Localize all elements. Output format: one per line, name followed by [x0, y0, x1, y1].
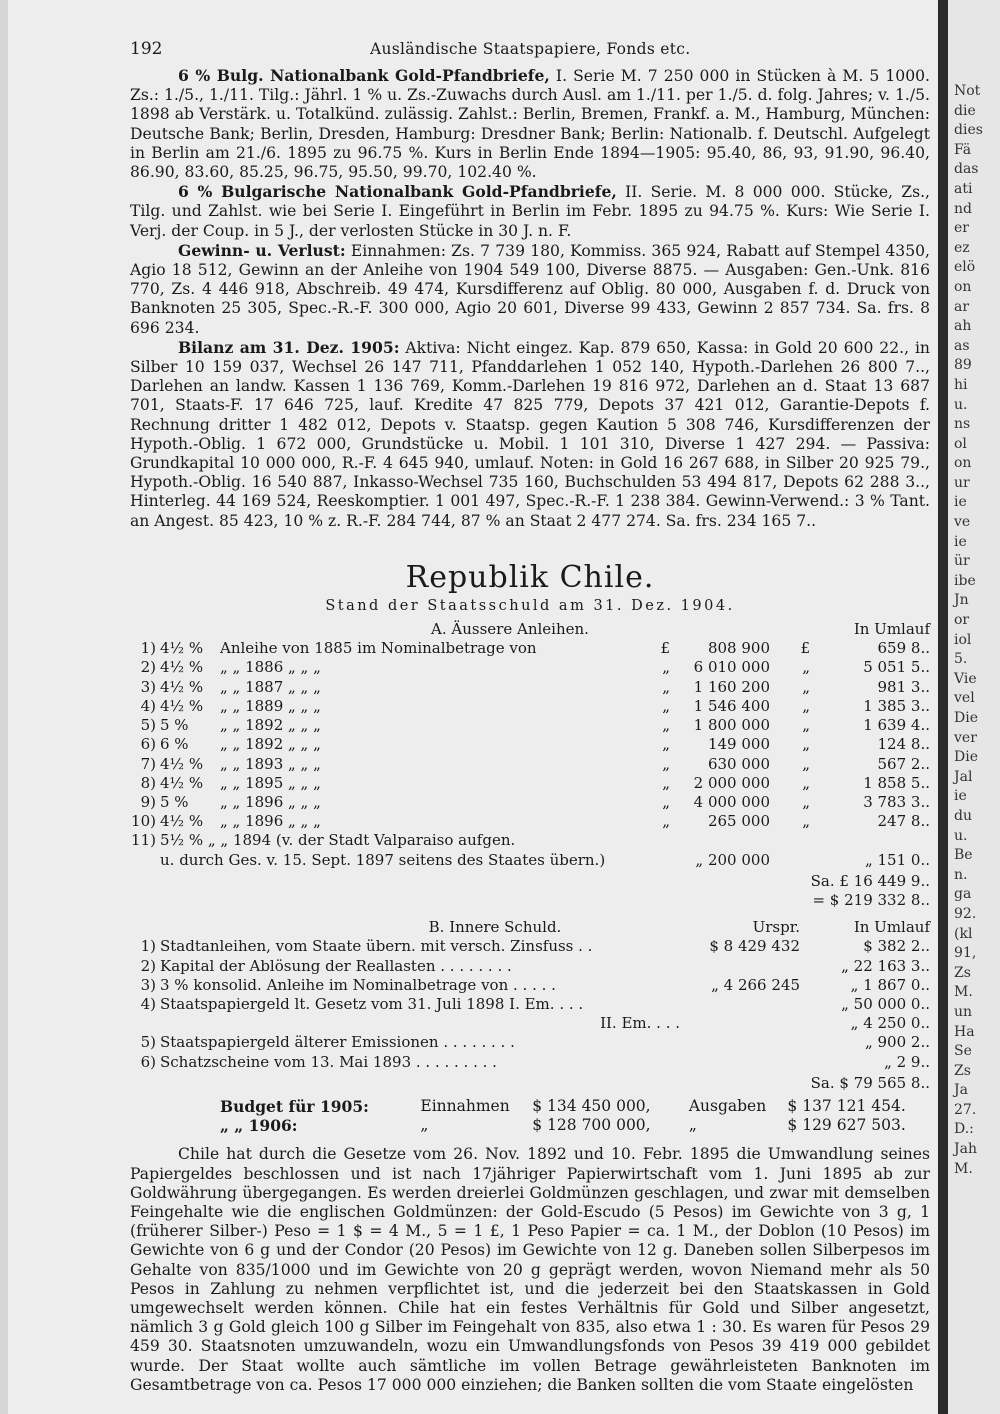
currency: „ — [802, 716, 810, 735]
facing-page-fragment: nd — [954, 200, 972, 217]
currency: „ — [802, 735, 810, 754]
currency: £ — [800, 639, 810, 658]
page-number: 192 — [130, 39, 163, 59]
facing-page-fragment: on — [954, 455, 972, 472]
income-amount: $ 128 700 000, — [532, 1116, 651, 1135]
row-number: 10) — [131, 812, 156, 831]
urspr-col-header: Urspr. — [752, 918, 800, 937]
currency: „ — [802, 696, 810, 715]
bulg-serie1-paragraph — [130, 66, 930, 182]
facing-page-fragment: 27. — [954, 1101, 977, 1118]
currency: „ — [802, 792, 810, 811]
row-number: 6) — [140, 735, 156, 754]
interest-rate: 4½ % — [160, 754, 204, 773]
budget-table — [130, 1097, 930, 1135]
facing-page-fragment: das — [954, 161, 979, 178]
facing-page-fragment: hi — [954, 376, 968, 393]
sum-row — [130, 1072, 930, 1093]
original-amount — [680, 1014, 800, 1033]
facing-page-fragment: ol — [954, 435, 967, 452]
currency: „ — [662, 677, 670, 696]
facing-page-fragment: u. — [954, 827, 968, 844]
row11-nominal: „ 200 000 — [695, 850, 770, 869]
interest-rate: 4½ % — [160, 696, 204, 715]
table-row — [130, 658, 930, 677]
original-amount — [680, 1053, 800, 1072]
bulg-bilanz-title: Bilanz am 31. Dez. 1905: — [178, 337, 400, 357]
loan-description: Anleihe von 1885 im Nominalbetrage von — [220, 639, 537, 658]
table-row — [130, 1053, 930, 1072]
facing-page-fragment: un — [954, 1003, 973, 1020]
nominal-amount: 1 160 200 — [693, 677, 770, 696]
currency: £ — [660, 639, 670, 658]
facing-page-fragment: D.: — [954, 1121, 974, 1138]
row-number: 1) — [140, 937, 156, 956]
row-number: 1) — [140, 639, 156, 658]
table-row — [130, 793, 930, 812]
bulg-gewinn-paragraph — [130, 241, 930, 338]
facing-page-fragment: Se — [954, 1043, 972, 1060]
facing-page-fragment: iol — [954, 631, 972, 648]
facing-page-fragment: ati — [954, 180, 973, 197]
facing-page-fragment: Jal — [954, 768, 973, 785]
bulg-serie2-paragraph — [130, 182, 930, 241]
bulg-gewinn-text: Einnahmen: Zs. 7 739 180, Kommiss. 365 924, Rabatt auf Stempel 4350, Agio 18 512, Gewinn an der Anleihe von 1904 549 100, Diverse 8875. — Ausgaben: Gen.-Unk. 816 770, Zs. 4 446 918, Abschreib. 49 474, Kursdifferenz auf Oblig. 80 000, Ausgaben f. d. Druck von Banknoten 25 305, Spec.-R.-F. 300 000, Agio 20 601, Diverse 99 433, Gewinn 2 857 734. Sa. frs. 8 696 234. — [130, 241, 930, 337]
circulating-amount: 567 2.. — [877, 754, 930, 773]
umlauf-col-header-b: In Umlauf — [853, 918, 930, 937]
row-number — [130, 1014, 160, 1033]
facing-page-fragment: Fä — [954, 141, 972, 158]
text-column — [130, 40, 930, 1395]
circulating-amount: 124 8.. — [877, 735, 930, 754]
bulg-gewinn-title: Gewinn- u. Verlust: — [178, 240, 346, 260]
facing-page-fragment: du — [954, 807, 972, 824]
external-debt-heading: A. Äussere Anleihen. — [431, 620, 589, 639]
facing-page-fragment: u. — [954, 396, 968, 413]
sum-row — [130, 870, 930, 891]
external-sum-dollar: = $ 219 332 8.. — [812, 890, 930, 909]
facing-page-fragment: ver — [954, 729, 977, 746]
facing-page-fragment: M. — [954, 984, 973, 1001]
external-sum-pound: Sa. £ 16 449 9.. — [810, 871, 930, 890]
row-number: 3) — [140, 975, 156, 994]
facing-page-fragment: ez — [954, 239, 970, 256]
currency: „ — [662, 754, 670, 773]
facing-page-fragment: ür — [954, 553, 970, 570]
bulg-serie1-text: I. Serie M. 7 250 000 in Stücken à M. 5 1000. Zs.: 1./5., 1./11. Tilg.: Jährl. 1 % u. Zs.-Zuwachs durch Ausl. am 1./11. per 1./5. d. folg. Jahres; v. 1./5. 1898 ab Verstärk. u. Totalkünd. zulässig. Zahlst.: Berlin, Bremen, Frankf. a. M., Hamburg, München: Deutsche Bank; Berlin, Dresden, Hamburg: Dresdner Bank; Berlin: Nationalb. f. Deutschl. Aufgelegt in Berlin am 21./6. 1895 zu 96.75 %. Kurs in Berlin Ende 1894—1905: 95.40, 86, 93, 91.90, 96.40, 86.90, 83.60, 85.25, 96.75, 95.50, 99.70, 102.40 %. — [130, 67, 930, 182]
facing-page-fragment: Zs — [954, 964, 971, 981]
row-number: 7) — [140, 754, 156, 773]
income-amount: $ 134 450 000, — [532, 1096, 651, 1115]
facing-page-fragment: 92. — [954, 905, 977, 922]
currency: „ — [802, 677, 810, 696]
chile-currency-paragraph: Chile hat durch die Gesetze vom 26. Nov. 1892 und 10. Febr. 1895 die Umwandlung seines Papiergeldes beschlossen und ist nach 17jähriger Papierwirtschaft vom 1. Juni 1895 ab zur Goldwährung übergegangen. Es werden dreierlei Goldmünzen geschlagen, und zwar mit demselben Feingehalte wie die englischen Goldmünzen: der Gold-Escudo (5 Pesos) im Gewichte von 3 g, 1 (früherer Silber-) Peso = 1 $ = 4 M., 5 = 1 £, 1 Peso Papier = ca. 1 M., der Doblon (10 Pesos) im Gewichte von 6 g und der Condor (20 Pesos) im Gewichte von 12 g. Daneben sollen Silberpesos im Gehalte von 835/1000 und im Gewichte von 20 g geprägt werden, wovon Niemand mehr als 50 Pesos in Zahlung zu nehmen verpflichtet ist, und die jederzeit bei den Staatskassen in Gold umgewechselt werden können. Chile hat ein festes Verhältnis für Gold und Silber angesetzt, nämlich 3 g Gold gleich 100 g Silber im Feingehalt von 835, also etwa 1 : 30. Es waren für Pesos 29 459 30. Staatsnoten umzuwandeln, wozu ein Umwandlungsfonds von Pesos 39 419 000 gebildet wurde. Der Staat wollte auch sämtliche im vollen Betrage gewährleisteten Banknoten im Gesamtbetrage von ca. Pesos 17 000 000 einziehen; die Banken sollten die vom Staate eingelösten — [130, 1145, 930, 1394]
facing-page-fragment: ur — [954, 474, 970, 491]
budget-row — [130, 1116, 930, 1135]
facing-page-fragment: Not — [954, 83, 981, 99]
table-row — [130, 1033, 930, 1052]
circulating-amount: „ 22 163 3.. — [841, 956, 930, 975]
currency: „ — [802, 812, 810, 831]
currency: „ — [802, 754, 810, 773]
circulating-amount: „ 4 250 0.. — [850, 1014, 930, 1033]
currency: „ — [662, 735, 670, 754]
facing-page-fragment: Ha — [954, 1023, 975, 1040]
circulating-amount: 5 051 5.. — [863, 658, 930, 677]
loan-description: „ „ 1892 „ „ „ — [220, 716, 321, 735]
currency: „ — [802, 773, 810, 792]
facing-page-fragment: (kl — [954, 925, 973, 942]
facing-page-fragment: ie — [954, 788, 967, 805]
loan-description: „ „ 1895 „ „ „ — [220, 773, 321, 792]
nominal-amount: 265 000 — [707, 812, 770, 831]
table-row — [130, 697, 930, 716]
row-number: 3) — [140, 677, 156, 696]
loan-description: „ „ 1887 „ „ „ — [220, 677, 321, 696]
facing-page-fragment: Ja — [954, 1082, 968, 1099]
circulating-amount: „ 2 9.. — [884, 1052, 930, 1071]
row-number: 2) — [140, 956, 156, 975]
nominal-amount: 1 546 400 — [693, 696, 770, 715]
circulating-amount: 659 8.. — [877, 639, 930, 658]
table-row — [130, 678, 930, 697]
facing-page-fragment: vel — [954, 690, 975, 707]
circulating-amount: „ 900 2.. — [864, 1033, 930, 1052]
nominal-amount: 808 900 — [707, 639, 770, 658]
table-row — [130, 851, 930, 870]
facing-page-fragment: 91, — [954, 945, 977, 962]
expense-amount: $ 137 121 454. — [787, 1096, 906, 1115]
external-debt-table — [130, 620, 930, 910]
internal-sum: Sa. $ 79 565 8.. — [810, 1073, 930, 1092]
row11-line2: u. durch Ges. v. 15. Sept. 1897 seitens des Staates übern.) — [160, 850, 606, 869]
internal-debt-header — [130, 918, 930, 937]
original-amount — [680, 1033, 800, 1052]
facing-page-fragment: dies — [954, 122, 983, 139]
original-amount — [680, 995, 800, 1014]
left-page-edge — [0, 0, 8, 1414]
currency: „ — [662, 792, 670, 811]
facing-page-edge — [948, 0, 1000, 1414]
circulating-amount: 1 858 5.. — [863, 773, 930, 792]
nominal-amount: 149 000 — [707, 735, 770, 754]
running-title: Ausländische Staatspapiere, Fonds etc. — [370, 40, 691, 58]
row-number: 8) — [140, 773, 156, 792]
bulg-serie2-title: 6 % Bulgarische Nationalbank Gold-Pfandbriefe, — [178, 182, 617, 202]
nominal-amount: 2 000 000 — [693, 773, 770, 792]
table-row — [130, 995, 930, 1014]
original-amount: $ 8 429 432 — [709, 937, 800, 956]
currency: „ — [662, 658, 670, 677]
facing-page-fragment: Be — [954, 847, 973, 864]
nominal-amount: 6 010 000 — [693, 658, 770, 677]
table-row — [130, 1014, 930, 1033]
row-number: 4) — [140, 696, 156, 715]
circulating-amount: „ 50 000 0.. — [841, 994, 930, 1013]
loan-description: „ „ 1892 „ „ „ — [220, 735, 321, 754]
facing-page-fragment: as — [954, 337, 970, 354]
table-row — [130, 735, 930, 754]
internal-debt-table — [130, 918, 930, 1093]
internal-debt-heading: B. Innere Schuld. — [428, 918, 562, 937]
facing-page-fragment: Die — [954, 710, 978, 726]
umlauf-col-header: In Umlauf — [853, 620, 930, 639]
facing-page-fragment: 89 — [954, 357, 972, 374]
table-row — [130, 937, 930, 956]
facing-page-fragment: ar — [954, 298, 970, 315]
interest-rate: 4½ % — [160, 639, 204, 658]
table-row — [130, 774, 930, 793]
facing-page-fragment: or — [954, 612, 970, 629]
facing-page-fragment: ns — [954, 416, 971, 433]
circulating-amount: 1 639 4.. — [863, 716, 930, 735]
table-row — [130, 755, 930, 774]
bulg-bilanz-text: Aktiva: Nicht eingez. Kap. 879 650, Kassa: in Gold 20 600 22., in Silber 10 159 037, Wechsel 26 147 711, Pfanddarlehen 1 052 140, Hypoth.-Darlehen 26 800 7.., Darlehen an landw. Kassen 1 136 769, Komm.-Darlehen 19 816 972, Darlehen an d. Staat 13 687 701, Staats-F. 17 646 725, lauf. Kredite 47 825 779, Depots 37 421 012, Garantie-Depots f. Rechnung dritter 1 482 012, Depots v. Staatsp. gegen Kaution 5 308 746, Kursdifferenzen der Hypoth.-Oblig. 1 672 000, Grundstücke u. Mobil. 1 101 310, Diverse 1 427 294. — Passiva: Grundkapital 10 000 000, R.-F. 4 645 940, umlauf. Noten: in Gold 16 267 688, in Silber 20 925 79., Hypoth.-Oblig. 16 540 887, Inkasso-Wechsel 735 160, Buchschulden 53 494 817, Depots 62 288 3.., Hinterleg. 44 169 524, Reeskomptier. 1 001 497, Spec.-R.-F. 1 238 384. Gewinn-Verwend.: 3 % Tant. an Angest. 85 423, 10 % z. R.-F. 284 744, 87 % an Staat 2 477 274. Sa. frs. 234 165 7.. — [130, 338, 930, 530]
circulating-amount: 247 8.. — [877, 812, 930, 831]
budget-label: Budget für 1905: — [220, 1096, 369, 1116]
row-number: 2) — [140, 658, 156, 677]
circulating-amount: 1 385 3.. — [863, 696, 930, 715]
circulating-amount: „ 1 867 0.. — [850, 975, 930, 994]
debt-description: Staatspapiergeld älterer Emissionen . . . . . . . . — [160, 1033, 515, 1052]
expense-amount: $ 129 627 503. — [787, 1116, 906, 1135]
facing-page-fragment: Zs — [954, 1062, 971, 1079]
table-row — [130, 976, 930, 995]
row-number: 9) — [140, 792, 156, 811]
currency: „ — [662, 696, 670, 715]
binding-gutter — [938, 0, 948, 1414]
circulating-amount: 3 783 3.. — [863, 792, 930, 811]
facing-page-fragment: ve — [954, 514, 971, 531]
row-number: 5) — [140, 716, 156, 735]
facing-page-fragment: ah — [954, 318, 972, 335]
row11-line1: 5½ % „ „ 1894 (v. der Stadt Valparaiso aufgen. — [160, 831, 516, 850]
chile-subtitle: Stand der Staatsschuld am 31. Dez. 1904. — [325, 597, 735, 614]
circulating-amount: $ 382 2.. — [863, 937, 930, 956]
chile-heading: Republik Chile. — [405, 559, 655, 595]
loan-description: „ „ 1886 „ „ „ — [220, 658, 321, 677]
table-row — [130, 716, 930, 735]
income-label: Einnahmen — [420, 1096, 510, 1115]
row-number: 4) — [140, 994, 156, 1013]
row11-umlauf: „ 151 0.. — [864, 850, 930, 869]
bulg-serie2-text: II. Serie. M. 8 000 000. Stücke, Zs., Tilg. und Zahlst. wie bei Serie I. Eingeführt in Berlin im Febr. 1895 zu 94.75 %. Kurs: Wie Serie I. Verj. der Coup. in 5 J., der verlosten Stücke in 30 J. n. F. — [130, 183, 930, 240]
sum-row — [130, 891, 930, 910]
table-row — [130, 639, 930, 658]
table-row — [130, 957, 930, 976]
facing-page-fragment: Jn — [954, 592, 969, 609]
nominal-amount: 4 000 000 — [693, 792, 770, 811]
original-amount — [680, 957, 800, 976]
external-debt-header — [130, 620, 930, 639]
bulg-serie1-title: 6 % Bulg. Nationalbank Gold-Pfandbriefe, — [178, 66, 550, 85]
debt-description: II. Em. . . . — [600, 1014, 680, 1033]
loan-description: „ „ 1893 „ „ „ — [220, 754, 321, 773]
facing-page-fragment: er — [954, 220, 969, 237]
currency: „ — [802, 658, 810, 677]
expense-label: „ — [688, 1116, 697, 1135]
row-number: 6) — [140, 1052, 156, 1071]
currency: „ — [662, 773, 670, 792]
facing-page-fragment: on — [954, 278, 972, 295]
facing-page-fragment: M. — [954, 1160, 973, 1177]
facing-page-fragment: ie — [954, 494, 967, 511]
facing-page-fragment: ga — [954, 886, 972, 903]
income-label: „ — [420, 1116, 429, 1135]
interest-rate: 6 % — [160, 735, 189, 754]
facing-page-fragment: elö — [954, 259, 976, 276]
facing-page-fragment: die — [954, 102, 976, 119]
circulating-amount: 981 3.. — [877, 677, 930, 696]
facing-page-fragment: ibe — [954, 572, 976, 589]
interest-rate: 4½ % — [160, 658, 204, 677]
interest-rate: 5 % — [160, 716, 189, 735]
facing-page-fragment: 5. — [954, 651, 968, 668]
facing-page-fragment: Jah — [954, 1141, 977, 1158]
loan-description: „ „ 1896 „ „ „ — [220, 812, 321, 831]
nominal-amount: 1 800 000 — [693, 716, 770, 735]
debt-description: Staatspapiergeld lt. Gesetz vom 31. Juli 1898 I. Em. . . . — [160, 994, 584, 1013]
facing-page-fragment: n. — [954, 866, 968, 883]
interest-rate: 4½ % — [160, 773, 204, 792]
row-number: 5) — [140, 1033, 156, 1052]
debt-description: Kapital der Ablösung der Reallasten . . . . . . . . — [160, 956, 512, 975]
original-amount: „ 4 266 245 — [711, 975, 800, 994]
interest-rate: 5 % — [160, 792, 189, 811]
debt-description: Schatzscheine vom 13. Mai 1893 . . . . . . . . . — [160, 1052, 497, 1071]
debt-description: Stadtanleihen, vom Staate übern. mit versch. Zinsfuss . . — [160, 937, 593, 956]
currency: „ — [662, 812, 670, 831]
nominal-amount: 630 000 — [707, 754, 770, 773]
table-row — [130, 812, 930, 831]
running-header — [130, 40, 930, 66]
facing-page-fragment: Vie — [954, 670, 977, 687]
bulg-bilanz-paragraph — [130, 338, 930, 531]
loan-description: „ „ 1889 „ „ „ — [220, 696, 321, 715]
currency: „ — [662, 716, 670, 735]
interest-rate: 4½ % — [160, 677, 204, 696]
facing-page-fragment: Die — [954, 749, 978, 766]
table-row: 11) 5½ % „ „ 1894 (v. der Stadt Valparaiso aufgen. — [130, 831, 930, 850]
facing-page-fragment: ie — [954, 533, 967, 550]
budget-row — [130, 1097, 930, 1116]
interest-rate: 4½ % — [160, 812, 204, 831]
budget-label: „ „ 1906: — [220, 1116, 298, 1136]
debt-description: 3 % konsolid. Anleihe im Nominalbetrage von . . . . . — [160, 975, 556, 994]
loan-description: „ „ 1896 „ „ „ — [220, 792, 321, 811]
expense-label: Ausgaben — [688, 1096, 767, 1115]
